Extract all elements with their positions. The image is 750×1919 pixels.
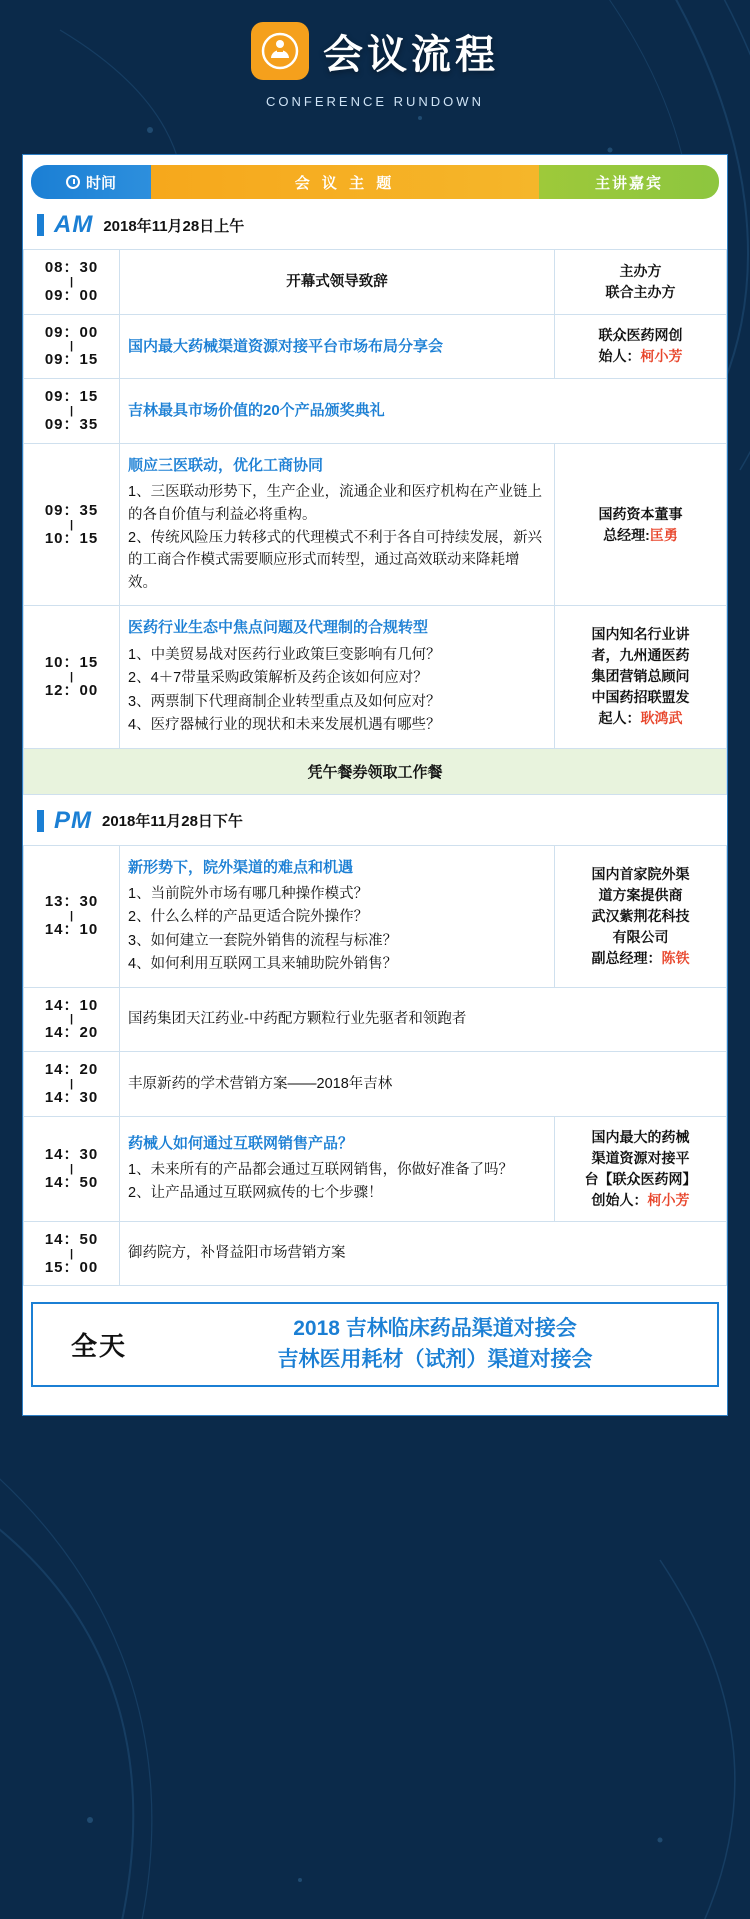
time-dash: |	[69, 670, 74, 683]
row-topic	[120, 314, 555, 379]
section-label-pm	[23, 795, 727, 845]
section-am-label: AM	[54, 211, 94, 238]
page-title: 会议流程	[323, 32, 499, 77]
row-topic: 丰原新药的学术营销方案——2018年吉林	[120, 1052, 727, 1117]
guest-name: 耿鸿武	[640, 710, 683, 727]
guest-line: 国药资本董事	[598, 505, 683, 522]
guest-line: 台【联众医药网】	[584, 1170, 697, 1187]
people-circle-icon	[251, 22, 309, 80]
guest-line: 者，九州通医药	[591, 647, 690, 664]
row-topic	[120, 443, 555, 606]
section-label-am	[23, 199, 727, 249]
guest-line	[563, 708, 718, 729]
time-end: 09：00	[44, 286, 99, 304]
row-guest	[555, 1116, 727, 1221]
time-end: 09：35	[44, 416, 99, 434]
row-guest	[555, 443, 727, 606]
topic-item-list	[128, 883, 546, 976]
guest-line: 主办方	[619, 262, 662, 279]
row-topic	[120, 845, 555, 987]
row-topic: 开幕式领导致辞	[120, 250, 555, 315]
table-row	[24, 845, 727, 987]
lunch-label: 凭午餐券领取工作餐	[24, 748, 727, 794]
time-dash: |	[69, 910, 74, 923]
row-guest	[555, 250, 727, 315]
time-dash: |	[69, 1162, 74, 1175]
row-guest	[555, 606, 727, 748]
row-topic	[120, 606, 555, 748]
panel-bottom-spacer	[23, 1399, 727, 1415]
row-guest	[555, 314, 727, 379]
row-topic: 国药集团天江药业-中药配方颗粒行业先驱者和领跑者	[120, 987, 727, 1052]
time-start: 09：15	[44, 388, 99, 406]
time-dash: |	[69, 340, 74, 353]
time-start: 09：00	[44, 323, 99, 341]
row-topic	[120, 379, 727, 444]
guest-line: 道方案提供商	[598, 886, 683, 903]
time-end: 14：10	[44, 921, 99, 939]
time-dash: |	[69, 518, 74, 531]
guest-line: 联合主办方	[605, 283, 676, 300]
guest-line: 渠道资源对接平	[591, 1149, 690, 1166]
guest-role: 起人：	[598, 710, 641, 727]
allday-label: 全天	[70, 1331, 127, 1362]
row-time	[24, 1221, 120, 1286]
topic-item-list	[128, 481, 546, 594]
topic-item-list	[128, 644, 546, 737]
allday-block	[31, 1302, 719, 1387]
row-time	[24, 1052, 120, 1117]
topic-title: 国内最大药械渠道资源对接平台市场布局分享会	[128, 337, 444, 355]
table-row	[24, 314, 727, 379]
allday-line-2: 吉林医用耗材（试剂）渠道对接会	[277, 1347, 593, 1371]
row-time	[24, 987, 120, 1052]
guest-line: 有限公司	[612, 928, 669, 945]
time-start: 08：30	[44, 259, 99, 276]
section-accent-bar	[37, 214, 44, 236]
row-time	[24, 314, 120, 379]
time-dash: |	[69, 1013, 74, 1026]
topic-title: 医药行业生态中焦点问题及代理制的合规转型	[128, 619, 429, 637]
time-start: 09：35	[44, 501, 99, 519]
topic-item: 1、当前院外市场有哪几种操作模式？	[128, 885, 369, 902]
section-pm-label: PM	[54, 806, 92, 834]
topic-item: 3、两票制下代理商制企业转型重点及如何应对？	[128, 693, 441, 710]
guest-line: 国内最大的药械	[591, 1128, 690, 1145]
table-row	[24, 1221, 727, 1286]
page-subtitle: CONFERENCE RUNDOWN	[266, 94, 484, 109]
row-time	[24, 606, 120, 748]
table-row	[24, 987, 727, 1052]
guest-name: 匡勇	[649, 526, 678, 543]
lunch-row	[24, 748, 727, 794]
table-row	[24, 250, 727, 315]
time-start: 14：30	[44, 1146, 99, 1164]
topic-title: 吉林最具市场价值的20个产品颁奖典礼	[128, 402, 385, 420]
table-row	[24, 379, 727, 444]
row-time	[24, 443, 120, 606]
row-guest	[555, 845, 727, 987]
row-time	[24, 845, 120, 987]
column-header-topic	[151, 165, 539, 199]
column-header-topic-label: 会 议 主 题	[294, 174, 396, 192]
guest-role: 创始人：	[591, 1191, 648, 1208]
title-row	[0, 0, 750, 80]
time-end: 10：15	[44, 529, 99, 547]
table-row	[24, 1052, 727, 1117]
column-header-time-label: 时间	[85, 174, 116, 192]
row-time	[24, 250, 120, 315]
guest-line: 中国药招联盟发	[591, 689, 690, 706]
time-dash: |	[69, 404, 74, 417]
time-end: 15：00	[44, 1258, 99, 1276]
table-row	[24, 443, 727, 606]
guest-line: 国内首家院外渠	[591, 865, 690, 882]
time-end: 14：50	[44, 1173, 99, 1191]
time-start: 14：10	[44, 996, 99, 1014]
guest-line: 国内知名行业讲	[591, 626, 690, 643]
topic-title: 药械人如何通过互联网销售产品？	[128, 1134, 354, 1152]
rundown-table-am	[23, 249, 727, 795]
topic-item: 4、如何利用互联网工具来辅助院外销售？	[128, 956, 398, 973]
topic-title: 顺应三医联动，优化工商协同	[128, 456, 324, 474]
table-row	[24, 606, 727, 748]
guest-line	[563, 525, 718, 546]
topic-item: 1、三医联动形势下，生产企业，流通企业和医疗机构在产业链上的各自价值与利益必将重构。	[128, 484, 543, 523]
guest-name: 柯小芳	[640, 348, 683, 365]
guest-line: 集团营销总顾问	[591, 668, 690, 685]
topic-title: 新形势下，院外渠道的难点和机遇	[128, 858, 354, 876]
clock-icon	[66, 175, 80, 189]
column-header-guest	[539, 165, 719, 199]
time-end: 14：30	[44, 1089, 99, 1107]
column-header-bar	[31, 165, 719, 199]
time-start: 13：30	[44, 893, 99, 911]
topic-item: 1、中美贸易战对医药行业政策巨变影响有几何？	[128, 646, 441, 663]
topic-item: 2、4＋7带量采购政策解析及药企该如何应对？	[128, 670, 428, 687]
guest-line	[563, 1190, 718, 1211]
rundown-table-pm	[23, 845, 727, 1287]
guest-name: 陈铁	[661, 949, 690, 966]
table-row	[24, 1116, 727, 1221]
guest-name: 柯小芳	[647, 1191, 690, 1208]
guest-line	[563, 346, 718, 367]
topic-item: 4、医疗器械行业的现状和未来发展机遇有哪些？	[128, 717, 441, 734]
guest-line	[563, 948, 718, 969]
guest-line: 联众医药网创	[598, 327, 683, 344]
column-header-guest-label: 主讲嘉宾	[594, 174, 663, 192]
topic-item: 2、什么么样的产品更适合院外操作？	[128, 909, 369, 926]
guest-role: 总经理:	[603, 526, 650, 543]
topic-item: 2、让产品通过互联网疯传的七个步骤！	[128, 1185, 383, 1202]
time-end: 09：15	[44, 351, 99, 369]
allday-line-1: 2018 吉林临床药品渠道对接会	[293, 1317, 577, 1341]
poster-header	[0, 0, 750, 140]
time-end: 14：20	[44, 1024, 99, 1042]
rundown-panel	[22, 154, 728, 1416]
topic-item: 2、传统风险压力转移式的代理模式不利于各自可持续发展，新兴的工商合作模式需要顺应形式而转型，通过高效联动来降耗增效。	[128, 529, 543, 591]
section-am-date: 2018年11月28日上午	[103, 217, 245, 235]
guest-role: 始人：	[598, 348, 641, 365]
time-start: 14：20	[44, 1061, 99, 1079]
topic-item-list	[128, 1159, 546, 1205]
section-accent-bar	[37, 810, 44, 832]
topic-item: 3、如何建立一套院外销售的流程与标准？	[128, 932, 398, 949]
topic-item: 1、未来所有的产品都会通过互联网销售，你做好准备了吗？	[128, 1161, 514, 1178]
row-time	[24, 1116, 120, 1221]
row-topic: 御药院方，补肾益阳市场营销方案	[120, 1221, 727, 1286]
time-start: 10：15	[44, 654, 99, 672]
allday-content	[159, 1314, 711, 1375]
time-end: 12：00	[44, 681, 99, 699]
section-pm-date: 2018年11月28日下午	[102, 813, 243, 830]
column-header-time	[31, 165, 151, 199]
row-topic	[120, 1116, 555, 1221]
time-start: 14：50	[44, 1230, 99, 1248]
time-dash: |	[69, 1247, 74, 1260]
time-dash: |	[69, 1077, 74, 1090]
guest-line: 武汉紫荆花科技	[591, 907, 690, 924]
guest-role: 副总经理：	[591, 949, 662, 966]
row-time	[24, 379, 120, 444]
time-dash: |	[69, 275, 74, 288]
